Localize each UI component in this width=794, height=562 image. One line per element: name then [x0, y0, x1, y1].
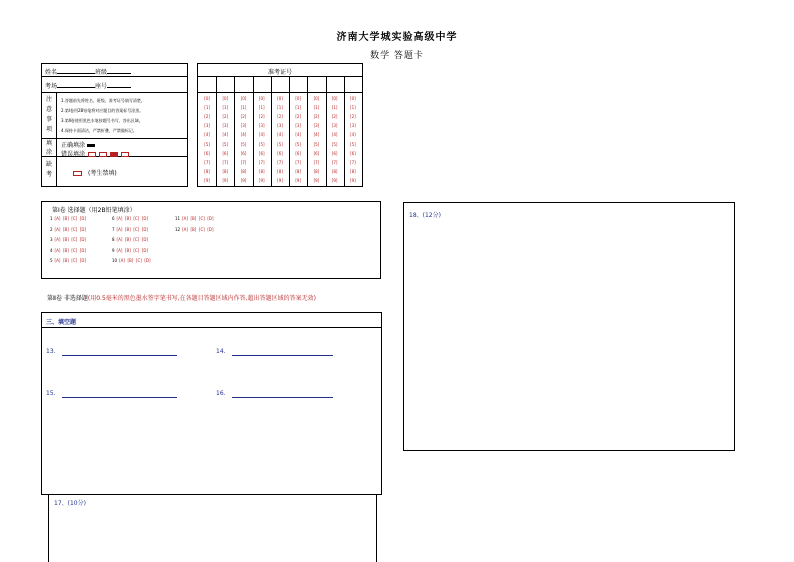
- mc-question[interactable]: [112, 248, 148, 253]
- absent-checkbox[interactable]: [73, 171, 82, 176]
- section2-note: (用0.5毫米的黑色墨水签字笔书写,在各题目答题区域内作答,超出答题区域的答案无效): [87, 295, 316, 302]
- exam-id-digit[interactable]: [7]: [295, 159, 302, 165]
- exam-id-digit[interactable]: [8]: [277, 168, 283, 174]
- section1-title: 第Ⅰ卷 选择题（用2B铅笔填涂）: [52, 207, 136, 214]
- exam-id-digit[interactable]: [0]: [222, 96, 229, 101]
- exam-id-digit[interactable]: [0]: [240, 96, 247, 101]
- mc-question[interactable]: [112, 237, 148, 242]
- exam-id-digit[interactable]: [5]: [313, 141, 320, 147]
- mc-options[interactable]: [A] [B] [C] [D]: [182, 216, 214, 221]
- q18-label: 18、(12分): [409, 212, 441, 219]
- exam-id-digit[interactable]: [3]: [313, 123, 320, 129]
- exam-id-box: [197, 63, 363, 187]
- exam-id-digit[interactable]: [4]: [222, 132, 229, 138]
- exam-id-digit[interactable]: [5]: [295, 141, 302, 147]
- exam-id-digit[interactable]: [1]: [331, 105, 338, 111]
- exam-id-digit[interactable]: [6]: [258, 150, 265, 156]
- exam-id-digit[interactable]: [9]: [222, 177, 229, 183]
- exam-id-digit[interactable]: [6]: [240, 150, 247, 156]
- exam-id-digit[interactable]: [7]: [277, 159, 283, 165]
- mc-number: 6: [112, 216, 115, 221]
- mc-options[interactable]: [A] [B] [C] [D]: [54, 258, 87, 263]
- mc-question[interactable]: [50, 216, 86, 221]
- exam-id-digit[interactable]: [3]: [204, 123, 210, 129]
- mc-options[interactable]: [A] [B] [C] [D]: [54, 226, 87, 232]
- mc-number: 5: [50, 258, 53, 263]
- q17-box[interactable]: [48, 494, 377, 562]
- fill-blank-heading: 三、填空题: [46, 319, 77, 326]
- mc-options[interactable]: [A] [B] [C] [D]: [116, 216, 149, 221]
- blank-13-label: 13.: [46, 348, 56, 355]
- exam-id-digit[interactable]: [2]: [258, 114, 265, 120]
- mc-question[interactable]: [50, 237, 86, 242]
- note-item: 1.答题前先将姓名、班级、准考证号填写清楚。: [61, 98, 145, 103]
- school-title: 济南大学城实验高级中学: [336, 32, 458, 43]
- absent-text: (考生禁填): [88, 170, 117, 177]
- mc-number: 8: [112, 237, 115, 242]
- fill-blank-box: [41, 312, 382, 495]
- q17-label: 17、(10分): [54, 500, 86, 507]
- exam-id-digit[interactable]: [4]: [295, 132, 302, 138]
- mc-number: 9: [112, 247, 115, 253]
- mc-options[interactable]: [A] [B] [C] [D]: [116, 226, 149, 232]
- exam-id-digit[interactable]: [3]: [295, 123, 302, 129]
- exam-id-digit[interactable]: [1]: [350, 105, 356, 111]
- note-item: 2.第Ⅰ卷用2B铅笔将对应题目的答案标号涂黑。: [61, 108, 144, 113]
- exam-id-digit[interactable]: [2]: [313, 114, 320, 120]
- mc-question[interactable]: [112, 258, 151, 263]
- exam-id-digit[interactable]: [5]: [277, 141, 283, 147]
- mc-number: 3: [50, 237, 53, 242]
- note-item: 4.保持卡面清洁，严禁折叠，严禁做标记。: [61, 128, 137, 133]
- mc-options[interactable]: [A] [B] [C] [D]: [54, 237, 87, 242]
- exam-id-digit[interactable]: [5]: [350, 141, 356, 147]
- exam-id-digit[interactable]: [0]: [295, 96, 302, 101]
- fill-label: 填 涂: [46, 140, 53, 156]
- exam-id-digit[interactable]: [1]: [313, 105, 320, 111]
- mc-question[interactable]: [50, 248, 86, 253]
- exam-id-digit[interactable]: [4]: [350, 132, 356, 138]
- exam-id-digit[interactable]: [5]: [222, 141, 229, 147]
- room-label: 考场: [45, 83, 58, 90]
- exam-id-digit[interactable]: [7]: [204, 159, 210, 165]
- section2-title: 第Ⅱ卷 非选择题(用0.5毫米的黑色墨水签字笔书写,在各题目答题区域内作答,超出答题区域的答案无效): [47, 295, 316, 302]
- exam-id-digit[interactable]: [9]: [240, 177, 247, 183]
- mc-number: 7: [112, 226, 115, 232]
- exam-id-digit[interactable]: [4]: [313, 132, 320, 138]
- fill-wrong: 错误填涂: [61, 149, 129, 158]
- name-label: 姓名: [45, 69, 58, 76]
- blank-16-line[interactable]: [232, 397, 333, 398]
- exam-id-digit[interactable]: [9]: [295, 177, 302, 183]
- note-item: 3.第Ⅱ卷使用黑色水笔按题号书写，答出区域。: [61, 118, 143, 123]
- exam-id-digit[interactable]: [1]: [240, 105, 247, 111]
- exam-id-digit[interactable]: [2]: [222, 114, 229, 120]
- exam-id-digit[interactable]: [7]: [313, 159, 320, 165]
- exam-id-digit[interactable]: [8]: [295, 168, 302, 174]
- exam-id-digit[interactable]: [7]: [222, 159, 229, 165]
- exam-id-digit[interactable]: [9]: [350, 177, 356, 183]
- notes-label: 注 意 事 项: [46, 96, 53, 133]
- exam-id-digit[interactable]: [8]: [331, 168, 338, 174]
- exam-id-digit[interactable]: [7]: [350, 159, 356, 165]
- name-field[interactable]: [45, 67, 131, 76]
- exam-id-digit[interactable]: [0]: [313, 96, 320, 101]
- mc-number: 2: [50, 226, 53, 232]
- blank-15-line[interactable]: [62, 397, 177, 398]
- exam-id-digit[interactable]: [4]: [277, 132, 283, 138]
- q18-box[interactable]: [403, 202, 735, 451]
- blank-16-label: 16.: [216, 390, 226, 397]
- exam-id-digit[interactable]: [2]: [277, 114, 283, 120]
- mc-question[interactable]: [175, 227, 214, 232]
- wrong-mark-icons: [87, 151, 129, 158]
- exam-id-digit[interactable]: [3]: [258, 123, 265, 129]
- exam-id-digit[interactable]: [5]: [331, 141, 338, 147]
- exam-id-digit[interactable]: [3]: [240, 123, 247, 129]
- exam-id-digit[interactable]: [1]: [295, 105, 302, 111]
- exam-id-digit[interactable]: [1]: [204, 105, 210, 111]
- section1-box: [41, 201, 381, 279]
- blank-15-label: 15.: [46, 390, 56, 397]
- mc-number: 10: [112, 258, 118, 263]
- exam-id-digit[interactable]: [8]: [350, 168, 356, 174]
- mc-options[interactable]: [A] [B] [C] [D]: [116, 247, 149, 253]
- exam-id-digit[interactable]: [5]: [258, 141, 265, 147]
- exam-id-digit[interactable]: [6]: [204, 150, 210, 156]
- exam-id-digit[interactable]: [9]: [313, 177, 320, 183]
- exam-id-digit[interactable]: [2]: [240, 114, 247, 120]
- room-field[interactable]: [45, 81, 131, 90]
- exam-id-digit[interactable]: [9]: [204, 177, 210, 183]
- exam-id-digit[interactable]: [3]: [350, 123, 356, 129]
- mc-question[interactable]: [112, 227, 148, 232]
- notes-list: [61, 96, 145, 136]
- exam-id-digit[interactable]: [7]: [258, 159, 265, 165]
- exam-id-title: 准考证号: [267, 69, 292, 76]
- blank-14-label: 14.: [216, 348, 226, 355]
- exam-id-digit[interactable]: [5]: [240, 141, 247, 147]
- exam-id-digit[interactable]: [0]: [331, 96, 338, 101]
- absent-field[interactable]: [73, 168, 117, 177]
- exam-id-digit[interactable]: [8]: [204, 168, 210, 174]
- exam-id-digit[interactable]: [1]: [222, 105, 229, 111]
- exam-id-digit[interactable]: [3]: [331, 123, 338, 129]
- student-info-box: [41, 63, 188, 187]
- filled-mark-icon: [87, 144, 95, 147]
- mc-number: 11: [175, 216, 181, 221]
- exam-id-digit[interactable]: [8]: [240, 168, 247, 174]
- exam-id-digit[interactable]: [0]: [204, 96, 210, 101]
- exam-id-digit[interactable]: [2]: [331, 114, 338, 120]
- mc-options[interactable]: [A] [B] [C] [D]: [54, 247, 87, 253]
- exam-id-digit[interactable]: [6]: [313, 150, 320, 156]
- exam-id-digit[interactable]: [4]: [331, 132, 338, 138]
- mc-number: 12: [175, 226, 181, 232]
- mc-question[interactable]: [50, 227, 86, 232]
- exam-id-digit[interactable]: [9]: [331, 177, 338, 183]
- exam-id-digit[interactable]: [7]: [240, 159, 247, 165]
- mc-options[interactable]: [A] [B] [C] [D]: [54, 216, 87, 221]
- fill-correct: 正确填涂: [61, 140, 95, 149]
- exam-id-digit[interactable]: [6]: [295, 150, 302, 156]
- exam-id-digit[interactable]: [7]: [331, 159, 338, 165]
- exam-id-digit[interactable]: [4]: [240, 132, 247, 138]
- exam-id-digit[interactable]: [8]: [222, 168, 229, 174]
- mc-question[interactable]: [50, 258, 86, 263]
- mc-options[interactable]: [A] [B] [C] [D]: [116, 237, 149, 242]
- mc-options[interactable]: [A] [B] [C] [D]: [182, 226, 214, 232]
- mc-options[interactable]: [A] [B] [C] [D]: [119, 258, 151, 263]
- exam-id-digit[interactable]: [1]: [258, 105, 265, 111]
- exam-id-digit[interactable]: [1]: [277, 105, 283, 111]
- exam-id-digit[interactable]: [3]: [277, 123, 283, 129]
- exam-id-digit[interactable]: [3]: [222, 123, 229, 129]
- seat-label: 座号: [95, 83, 108, 90]
- absent-label: 缺 考: [46, 161, 53, 178]
- mc-question[interactable]: [112, 216, 148, 221]
- exam-id-digit[interactable]: [2]: [204, 114, 210, 120]
- exam-id-digit[interactable]: [2]: [295, 114, 302, 120]
- exam-id-digit[interactable]: [0]: [258, 96, 265, 101]
- exam-id-digit[interactable]: [6]: [222, 150, 229, 156]
- blank-14-line[interactable]: [232, 355, 333, 356]
- exam-id-digit[interactable]: [8]: [313, 168, 320, 174]
- exam-id-digit[interactable]: [0]: [350, 96, 356, 101]
- exam-id-digit[interactable]: [6]: [331, 150, 338, 156]
- class-label: 班级: [95, 69, 108, 76]
- exam-id-digit[interactable]: [6]: [277, 150, 283, 156]
- mc-number: 1: [50, 216, 53, 221]
- exam-id-digit[interactable]: [4]: [258, 132, 265, 138]
- exam-id-digit[interactable]: [5]: [204, 141, 210, 147]
- subject-title: 数学 答题卡: [370, 51, 424, 61]
- exam-id-digit[interactable]: [9]: [258, 177, 265, 183]
- exam-id-digit[interactable]: [4]: [204, 132, 210, 138]
- blank-13-line[interactable]: [62, 355, 177, 356]
- mc-number: 4: [50, 247, 53, 253]
- exam-id-digit[interactable]: [6]: [350, 150, 356, 156]
- exam-id-digit[interactable]: [9]: [277, 177, 283, 183]
- mc-question[interactable]: [175, 216, 214, 221]
- exam-id-digit[interactable]: [0]: [277, 96, 283, 101]
- exam-id-digit[interactable]: [8]: [258, 168, 265, 174]
- exam-id-digit[interactable]: [2]: [350, 114, 356, 120]
